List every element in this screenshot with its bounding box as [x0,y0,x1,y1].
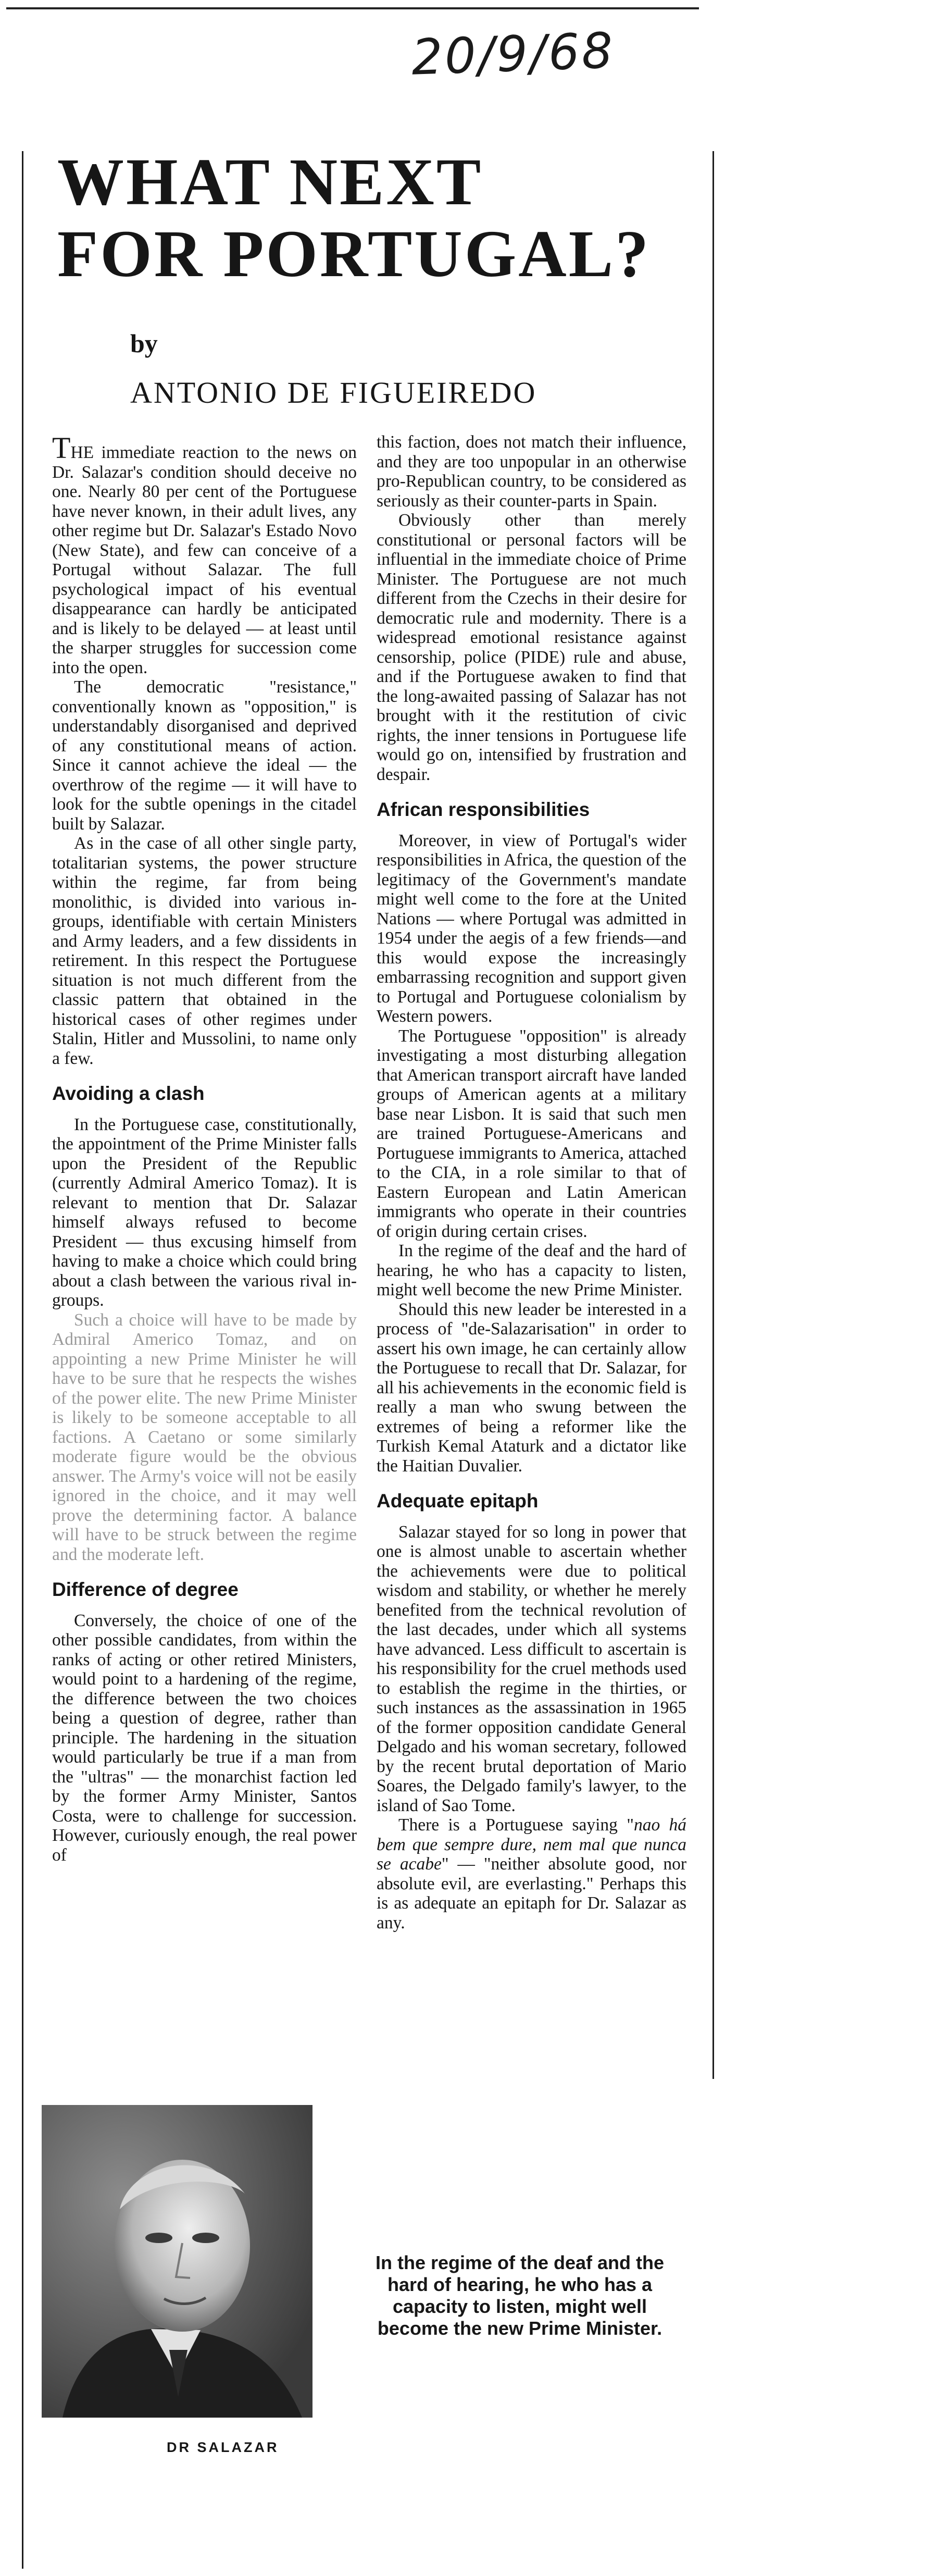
paragraph-text: There is a Portuguese saying " [398,1815,634,1835]
photo-caption: DR SALAZAR [167,2439,279,2455]
headline-line-1: WHAT NEXT [57,145,483,219]
left-border-rule [22,151,23,2569]
paragraph-faded: Such a choice will have to be made by Admiral Americo Tomaz, and on appointing a new Prime Minister he will have to be sure that he respects the wishes of the power elite. The new Prime Minister is likely to be someone acceptable to all factions. A Caetano or some similarly moderate figure would be the obvious answer. The Army's voice will not be easily ignored in the choice, and it may well prove the determining factor. A balance will have to be struck between the regime and the moderate left. [52,1310,357,1564]
pull-quote: In the regime of the deaf and the hard of hearing, he who has a capacity to listen, might well become the new Prime Minister. [375,2252,665,2339]
paragraph: As in the case of all other single party, totalitarian systems, the power structure within the regime, far from being monolithic, is divided into various in-groups, identifiable with certain Ministers and Army leaders, and a few dissidents in retirement. In this respect the Portuguese situation is not much different from the classic pattern that obtained in the historical cases of other regimes under Stalin, Hitler and Mussolini, to name only a few. [52,834,357,1068]
byline: by [130,329,158,358]
paragraph-text: " — "neither absolute good, nor absolute evil, are everlasting." Perhaps this is as adequate an epitaph for Dr. Salazar as any. [377,1854,686,1933]
article-column-1 [52,438,357,2089]
paragraph-text: HE immediate reaction to the news on Dr. Salazar's condition should deceive no one. Nearly 80 per cent of the Portuguese have never known, in their adult lives, any other regime but Dr. Salazar's Estado Novo (New State), and few can conceive of a Portugal without Salazar. The full psychological impact of his eventual disappearance can hardly be anticipated and is likely to be delayed — at least until the sharper struggles for succession come into the open. [52,443,357,677]
handwritten-date: 20/9/68 [410,22,616,86]
subheading-african-responsibilities: African responsibilities [377,799,590,820]
portrait-illustration [42,2105,312,2418]
top-rule [6,7,699,9]
paragraph: In the Portuguese case, constitutionally, the appointment of the Prime Minister falls upon the President of the Republic (currently Admiral Americo Tomaz). It is relevant to mention that Dr. Salazar himself always refused to become President — thus excusing himself from having to make a choice which could bring about a clash between the various rival in-groups. [52,1114,357,1310]
author-name: ANTONIO DE FIGUEIREDO [130,376,537,410]
paragraph [377,1815,686,1933]
paragraph: Salazar stayed for so long in power that one is almost unable to ascertain whether the achievements were due to political wisdom and stability, or whether he merely benefited from the technical revolution of the last decades, under which all systems have advanced. Less difficult to ascertain is his responsibility for the cruel methods used to establish the regime in the thirties, or such instances as the assassination in 1965 of the former opposition candidate General Delgado and his woman secretary, followed by the recent brutal deportation of Mario Soares, the Delgado family's lawyer, to the island of Sao Tome. [377,1522,686,1815]
portuguese-saying: nao há bem que sempre dure, nem mal que nunca se acabe [377,1815,686,1874]
right-border-rule [712,151,714,2079]
portrait-photo [42,2105,312,2418]
subheading-adequate-epitaph: Adequate epitaph [377,1490,539,1512]
paragraph: The democratic "resistance," conventionally known as "opposition," is understandably disorganised and deprived of any constitutional means of action. Since it cannot achieve the ideal — the overthrow of the regime — it will have to look for the subtle openings in the citadel built by Salazar. [52,677,357,834]
paragraph [52,438,357,677]
paragraph: Should this new leader be interested in a process of "de-Salazarisation" in order to assert his own image, he can certainly allow the Portuguese to recall that Dr. Salazar, for all his achievements in the economic field is really a man who swung between the extremes of being a reformer like the Turkish Kemal Ataturk and a dictator like the Haitian Duvalier. [377,1299,686,1476]
paragraph: this faction, does not match their influence, and they are too unpopular in an otherwise pro-Republican country, to be considered as seriously as their counter-parts in Spain. [377,432,686,511]
paragraph: Obviously other than merely constitutional or personal factors will be influential in the immediate choice of Prime Minister. The Portuguese are not much different from the Czechs in their desire for democratic rule and modernity. There is a widespread emotional resistance against censorship, police (PIDE) rule and abuse, and if the Portuguese awaken to find that the long-awaited passing of Salazar has not brought with it the restitution of civic rights, the inner tensions in Portuguese life would go on, intensified by frustration and despair. [377,511,686,784]
paragraph: Moreover, in view of Portugal's wider responsibilities in Africa, the question of the legitimacy of the Government's mandate might well come to the fore at the United Nations — where Portugal was admitted in 1954 under the aegis of a few friends—and this would expose the increasingly embarrassing recognition and support given to Portugal and Portuguese colonialism by Western powers. [377,831,686,1026]
drop-cap: T [52,438,71,465]
headline-line-2: FOR PORTUGAL? [57,217,651,291]
subheading-avoiding-a-clash: Avoiding a clash [52,1083,205,1104]
headline [57,146,703,290]
subheading-difference-of-degree: Difference of degree [52,1579,239,1600]
paragraph: Conversely, the choice of one of the other possible candidates, from within the ranks of acting or other retired Ministers, would point to a hardening of the regime, the difference between the two choices being a question of degree, rather than principle. The hardening in the situation would particularly be true if a man from the "ultras" — the monarchist faction led by the former Army Minister, Santos Costa, were to challenge for succession. However, curiously enough, the real power of [52,1611,357,1865]
article-column-2 [377,432,686,2063]
paragraph: The Portuguese "opposition" is already investigating a most disturbing allegation that American transport aircraft have landed groups of American agents at a military base near Lisbon. It is said that such men are trained Portuguese-Americans and Portuguese immigrants to America, attached to the CIA, in a role similar to that of Eastern European and Latin American immigrants who operate in their countries of origin during certain crises. [377,1026,686,1241]
paragraph: In the regime of the deaf and the hard of hearing, he who has a capacity to listen, might well become the new Prime Minister. [377,1241,686,1299]
